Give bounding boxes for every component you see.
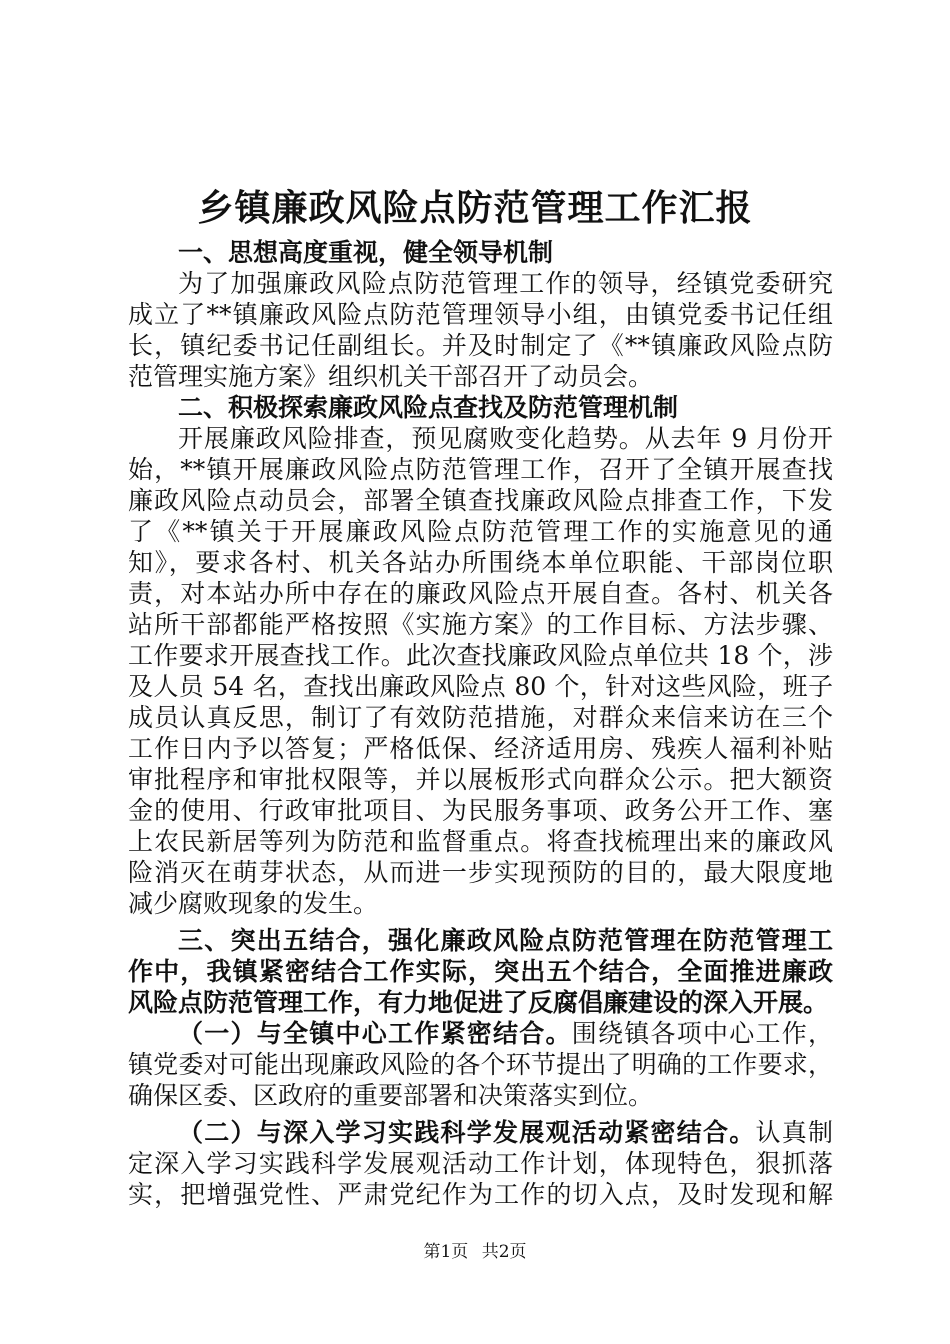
text-line: 及人员 54 名，查找出廉政风险点 80 个，针对这些风险，班子 (128, 672, 833, 701)
subheading-prefix: （一）与全镇中心工作紧密结合。 (178, 1019, 572, 1048)
text-line (128, 1018, 833, 1049)
text-line: 站所干部都能严格按照《实施方案》的工作目标、方法步骤、 (128, 610, 833, 639)
text-line: 一、思想高度重视，健全领导机制 (178, 238, 554, 267)
document-body (128, 237, 833, 1210)
line-text: 认真制 (755, 1118, 833, 1147)
page-footer (0, 1240, 950, 1264)
text-line: 成员认真反思，制订了有效防范措施，对群众来信来访在三个 (128, 703, 833, 732)
text-line: 三、突出五结合，强化廉政风险点防范管理在防范管理工 (178, 926, 833, 955)
text-line (128, 1117, 833, 1148)
text-line: 知》，要求各村、机关各站办所围绕本单位职能、干部岗位职 (128, 548, 833, 577)
text-line: 为了加强廉政风险点防范管理工作的领导，经镇党委研究 (178, 269, 833, 298)
subheading-prefix: （二）与深入学习实践科学发展观活动紧密结合。 (178, 1118, 756, 1147)
text-line: 二、积极探索廉政风险点查找及防范管理机制 (178, 393, 679, 422)
text-line: 作中，我镇紧密结合工作实际，突出五个结合，全面推进廉政 (128, 957, 833, 986)
line-text: 围绕镇各项中心工作， (571, 1019, 833, 1048)
text-line: 成立了**镇廉政风险点防范管理领导小组，由镇党委书记任组 (128, 300, 833, 329)
text-line: 了《**镇关于开展廉政风险点防范管理工作的实施意见的通 (128, 517, 833, 546)
text-line: 开展廉政风险排查，预见腐败变化趋势。从去年 9 月份开 (178, 424, 833, 453)
page-total: 共2页 (481, 1242, 527, 1262)
text-line: 长，镇纪委书记任副组长。并及时制定了《**镇廉政风险点防 (128, 331, 833, 360)
text-line: 风险点防范管理工作，有力地促进了反腐倡廉建设的深入开展。 (128, 988, 829, 1017)
text-line: 上农民新居等列为防范和监督重点。将查找梳理出来的廉政风 (128, 827, 833, 856)
text-line: 险消灭在萌芽状态，从而进一步实现预防的目的，最大限度地 (128, 858, 833, 887)
text-line: 镇党委对可能出现廉政风险的各个环节提出了明确的工作要求， (128, 1050, 833, 1079)
text-line: 减少腐败现象的发生。 (128, 889, 379, 918)
text-line: 责，对本站办所中存在的廉政风险点开展自查。各村、机关各 (128, 579, 833, 608)
text-line: 工作要求开展查找工作。此次查找廉政风险点单位共 18 个，涉 (128, 641, 833, 670)
text-line: 廉政风险点动员会，部署全镇查找廉政风险点排查工作，下发 (128, 486, 833, 515)
text-line: 审批程序和审批权限等，并以展板形式向群众公示。把大额资 (128, 765, 833, 794)
page-number: 第1页 (423, 1242, 469, 1262)
text-line: 实，把增强党性、严肃党纪作为工作的切入点，及时发现和解 (128, 1180, 833, 1209)
text-line: 始，**镇开展廉政风险点防范管理工作，召开了全镇开展查找 (128, 455, 833, 484)
text-line: 范管理实施方案》组织机关干部召开了动员会。 (128, 362, 654, 391)
text-line: 定深入学习实践科学发展观活动工作计划，体现特色，狠抓落 (128, 1149, 833, 1178)
text-line: 工作日内予以答复；严格低保、经济适用房、残疾人福利补贴 (128, 734, 833, 763)
text-line: 确保区委、区政府的重要部署和决策落实到位。 (128, 1081, 654, 1110)
text-line: 金的使用、行政审批项目、为民服务事项、政务公开工作、塞 (128, 796, 833, 825)
document-title: 乡镇廉政风险点防范管理工作汇报 (197, 187, 753, 229)
